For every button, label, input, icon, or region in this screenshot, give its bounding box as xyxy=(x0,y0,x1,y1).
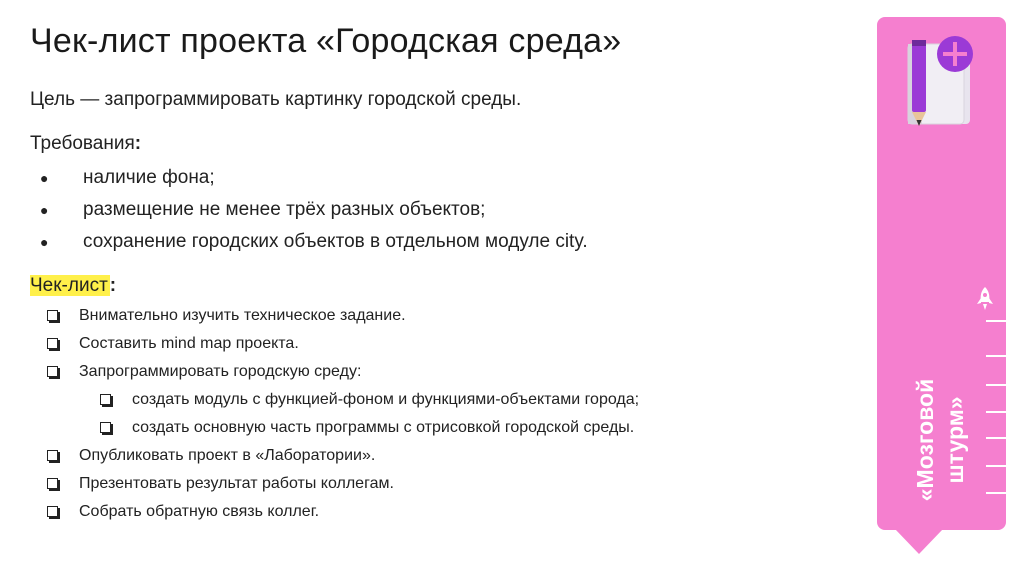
requirement-text: размещение не менее трёх разных объектов; xyxy=(83,199,486,220)
checkbox-icon[interactable] xyxy=(47,450,58,461)
checkbox-icon[interactable] xyxy=(100,394,111,405)
requirement-item xyxy=(30,230,588,262)
checklist-heading-label: Чек-лист xyxy=(30,275,108,296)
requirement-text: сохранение городских объектов в отдельном модуле city. xyxy=(83,231,588,252)
checklist-item-text: Внимательно изучить техническое задание. xyxy=(79,307,406,324)
ruler-tick xyxy=(986,437,1006,439)
bullet-icon: ● xyxy=(40,234,49,250)
checklist-item-text: Запрограммировать городскую среду: xyxy=(79,363,362,380)
checklist-item-text: Составить mind map проекта. xyxy=(79,335,299,352)
checkbox-icon[interactable] xyxy=(47,338,58,349)
requirements-heading-label: Требования xyxy=(30,133,135,154)
checklist-item-text: Собрать обратную связь коллег. xyxy=(79,503,320,520)
requirements-heading xyxy=(30,133,141,155)
ruler-tick xyxy=(986,465,1006,467)
checkbox-icon[interactable] xyxy=(47,506,58,517)
checklist-item-text: Опубликовать проект в «Лаборатории». xyxy=(79,447,376,464)
checkbox-icon[interactable] xyxy=(47,478,58,489)
page-title: Чек-лист проекта «Городская среда» xyxy=(30,22,622,60)
rocket-icon xyxy=(975,286,995,317)
checklist-heading xyxy=(30,275,116,297)
bullet-icon: ● xyxy=(40,202,49,218)
checkbox-icon[interactable] xyxy=(47,366,58,377)
checklist-item-text: создать основную часть программы с отрисовкой городской среды. xyxy=(132,419,635,436)
ruler-tick xyxy=(986,411,1006,413)
panel-label-line2: штурм» xyxy=(942,396,968,484)
checkbox-icon[interactable] xyxy=(47,310,58,321)
checklist-subitem[interactable] xyxy=(98,418,639,446)
checklist-heading-colon: : xyxy=(109,275,117,296)
notebook-pencil-plus-icon xyxy=(900,34,980,135)
panel-tail xyxy=(895,529,943,554)
checklist-item[interactable] xyxy=(45,474,639,502)
ruler-tick xyxy=(986,384,1006,386)
requirement-item xyxy=(30,166,588,198)
goal-text: Цель — запрограммировать картинку городской среды. xyxy=(30,89,522,110)
requirements-list xyxy=(30,166,588,262)
checklist-item[interactable] xyxy=(45,446,639,474)
requirement-text: наличие фона; xyxy=(83,167,215,188)
panel-label xyxy=(910,379,970,501)
checklist-item[interactable] xyxy=(45,334,639,362)
panel-label-line1: «Мозговой xyxy=(912,378,938,502)
checklist-subitem[interactable] xyxy=(98,390,639,418)
checklist-item-text: создать модуль с функцией-фоном и функциями-объектами города; xyxy=(132,391,640,408)
checklist-item[interactable] xyxy=(45,502,639,530)
checklist-item[interactable] xyxy=(45,362,639,390)
ruler-tick xyxy=(986,492,1006,494)
checklist-item[interactable] xyxy=(45,306,639,334)
checklist-item-text: Презентовать результат работы коллегам. xyxy=(79,475,394,492)
checklist xyxy=(45,306,639,530)
bullet-icon: ● xyxy=(40,170,49,186)
ruler-tick xyxy=(986,320,1006,322)
ruler-tick xyxy=(986,355,1006,357)
requirement-item xyxy=(30,198,588,230)
checkbox-icon[interactable] xyxy=(100,422,111,433)
requirements-heading-colon: : xyxy=(134,133,142,154)
